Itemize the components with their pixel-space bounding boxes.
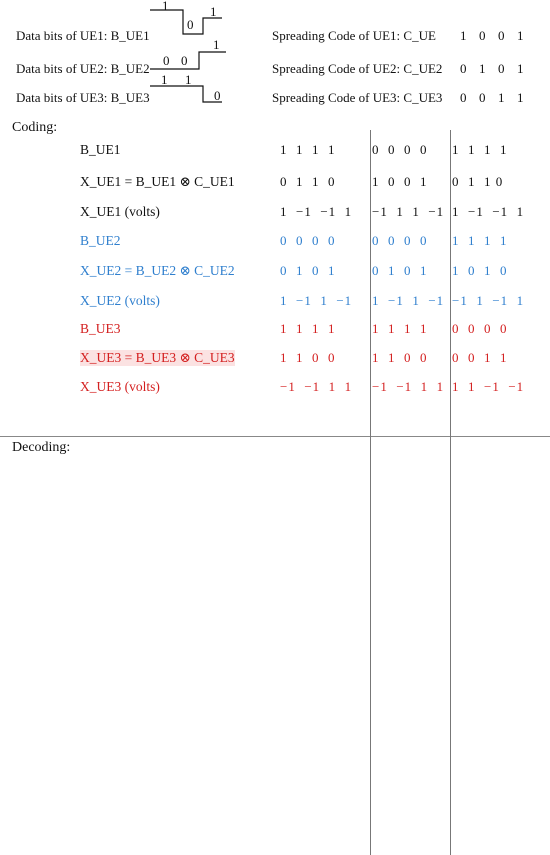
coding-row-5-cell-2: −1 1 −1 1: [452, 293, 525, 308]
ue2-bit-1: 0: [163, 53, 170, 68]
coding-row-label-7: X_UE3 = B_UE3 ⊗ C_UE3: [80, 350, 235, 365]
ue2-waveform: [150, 52, 226, 69]
ue3-bit-3: 0: [214, 88, 221, 103]
coding-row-8-cell-2: 1 1 −1 −1: [452, 379, 525, 394]
coding-row-0-cell-2: 1 1 1 1: [452, 142, 508, 157]
ue3-bit-2: 1: [185, 72, 192, 87]
coding-row-5-cell-1: 1 −1 1 −1: [372, 293, 445, 308]
coding-row-label-0: B_UE1: [80, 142, 121, 157]
coding-row-8-cell-1: −1 −1 1 1: [372, 379, 445, 394]
coding-row-1-cell-2: 0 1 1 0: [452, 174, 504, 189]
coding-row-label-5: X_UE2 (volts): [80, 293, 160, 308]
ue1-bit-3: 1: [210, 4, 217, 19]
ue2-bit-2: 0: [181, 53, 188, 68]
coding-row-1-cell-0: 0 1 1 0: [280, 174, 336, 189]
coding-row-4-cell-0: 0 1 0 1: [280, 263, 336, 278]
coding-row-2-cell-1: −1 1 1 −1: [372, 204, 445, 219]
coding-section-title: Coding:: [12, 120, 58, 135]
spreading-code-ue1-label: Spreading Code of UE1: C_UE: [272, 28, 436, 43]
coding-row-label-6: B_UE3: [80, 321, 121, 336]
coding-row-7-cell-1: 1 1 0 0: [372, 350, 428, 365]
coding-row-7-cell-0: 1 1 0 0: [280, 350, 336, 365]
coding-row-6-cell-2: 0 0 0 0: [452, 321, 508, 336]
spreading-code-ue3-label: Spreading Code of UE3: C_UE3: [272, 90, 443, 105]
spreading-code-ue2-label: Spreading Code of UE2: C_UE2: [272, 61, 443, 76]
data-bits-ue1-label: Data bits of UE1: B_UE1: [16, 28, 150, 43]
section-divider: [0, 436, 550, 437]
coding-row-0-cell-0: 1 1 1 1: [280, 142, 336, 157]
coding-row-0-cell-1: 0 0 0 0: [372, 142, 428, 157]
spreading-code-ue2-value: 0 1 0 1: [460, 61, 526, 76]
coding-row-3-cell-0: 0 0 0 0: [280, 233, 336, 248]
ue2-bit-3: 1: [213, 37, 220, 52]
coding-row-1-cell-1: 1 0 0 1: [372, 174, 428, 189]
coding-row-label-2: X_UE1 (volts): [80, 204, 160, 219]
coding-row-4-cell-1: 0 1 0 1: [372, 263, 428, 278]
coding-row-2-cell-0: 1 −1 −1 1: [280, 204, 353, 219]
coding-row-7-cell-2: 0 0 1 1: [452, 350, 508, 365]
spreading-code-ue1-value: 1 0 0 1: [460, 28, 526, 43]
spreading-code-ue3-value: 0 0 1 1: [460, 90, 526, 105]
coding-row-8-cell-0: −1 −1 1 1: [280, 379, 353, 394]
coding-row-label-3: B_UE2: [80, 233, 121, 248]
coding-row-2-cell-2: 1 −1 −1 1: [452, 204, 525, 219]
ue3-waveform: [150, 86, 222, 102]
data-bits-ue3-label: Data bits of UE3: B_UE3: [16, 90, 150, 105]
coding-row-5-cell-0: 1 −1 1 −1: [280, 293, 353, 308]
coding-row-6-cell-1: 1 1 1 1: [372, 321, 428, 336]
coding-row-3-cell-1: 0 0 0 0: [372, 233, 428, 248]
ue1-bit-1: 1: [162, 0, 169, 13]
column-separator-1: [370, 130, 371, 855]
coding-row-label-1: X_UE1 = B_UE1 ⊗ C_UE1: [80, 174, 235, 189]
decoding-section-title: Decoding:: [12, 440, 71, 455]
ue1-bit-2: 0: [187, 17, 194, 32]
data-bits-ue2-label: Data bits of UE2: B_UE2: [16, 61, 150, 76]
coding-row-label-8: X_UE3 (volts): [80, 379, 160, 394]
ue3-bit-1: 1: [161, 72, 168, 87]
coding-row-4-cell-2: 1 0 1 0: [452, 263, 508, 278]
coding-row-label-4: X_UE2 = B_UE2 ⊗ C_UE2: [80, 263, 235, 278]
coding-row-6-cell-0: 1 1 1 1: [280, 321, 336, 336]
coding-row-3-cell-2: 1 1 1 1: [452, 233, 508, 248]
